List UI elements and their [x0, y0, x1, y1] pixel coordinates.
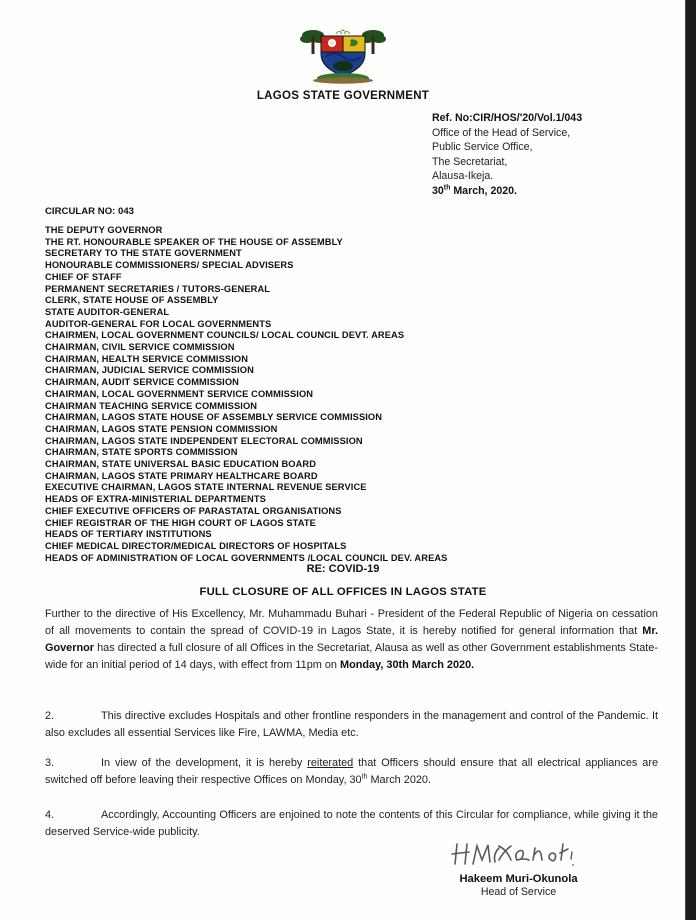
handwritten-signature-icon [449, 838, 589, 872]
addressee-line: CHAIRMAN, JUDICIAL SERVICE COMMISSION [45, 365, 254, 376]
ref-office-line: Public Service Office, [432, 141, 533, 154]
addressee-line: CHAIRMAN, LAGOS STATE HOUSE OF ASSEMBLY SERVICE COMMISSION [45, 412, 383, 423]
paragraph-4: 4. Accordingly, Accounting Officers are enjoined to note the contents of this Circular for compliance, while giving it the deserved Service-wide publicity. [45, 809, 658, 838]
subject-line-covid: RE: COVID-19 [306, 563, 380, 575]
ref-number: Ref. No:CIR/HOS/'20/Vol.1/043 [432, 112, 583, 124]
addressee-line: THE RT. HONOURABLE SPEAKER OF THE HOUSE OF ASSEMBLY [45, 236, 343, 247]
addressee-line: CHIEF REGISTRAR OF THE HIGH COURT OF LAGOS STATE [45, 517, 316, 528]
addressee-line: HEADS OF EXTRA-MINISTERIAL DEPARTMENTS [45, 494, 266, 505]
addressee-line: STATE AUDITOR-GENERAL [45, 306, 170, 317]
addressee-line: CHIEF MEDICAL DIRECTOR/MEDICAL DIRECTORS OF HOSPITALS [45, 540, 347, 551]
signature-block [421, 838, 616, 898]
addressee-line: HEADS OF TERTIARY INSTITUTIONS [45, 529, 212, 540]
circular-number: CIRCULAR NO: 043 [45, 206, 135, 217]
addressee-line: CHAIRMAN, LAGOS STATE INDEPENDENT ELECTORAL COMMISSION [45, 435, 363, 446]
addressee-line: CHAIRMAN, STATE SPORTS COMMISSION [45, 447, 238, 458]
addressee-line: AUDITOR-GENERAL FOR LOCAL GOVERNMENTS [45, 318, 272, 329]
addressee-line: HEADS OF ADMINISTRATION OF LOCAL GOVERNMENTS /LOCAL COUNCIL DEV. AREAS [45, 552, 448, 563]
addressee-line: CHIEF EXECUTIVE OFFICERS OF PARASTATAL ORGANISATIONS [45, 505, 342, 516]
paragraph-number: 4. [45, 809, 55, 821]
addressee-line: CHAIRMAN, STATE UNIVERSAL BASIC EDUCATION BOARD [45, 459, 317, 470]
addressee-line: THE DEPUTY GOVERNOR [45, 225, 163, 235]
addressee-line: CHAIRMAN TEACHING SERVICE COMMISSION [45, 400, 258, 411]
reference-block [432, 111, 672, 199]
addressee-line: CHAIRMAN, LAGOS STATE PRIMARY HEALTHCARE BOARD [45, 470, 318, 481]
subject-line-closure: FULL CLOSURE OF ALL OFFICES IN LAGOS STATE [199, 586, 487, 598]
addressee-line: SECRETARY TO THE STATE GOVERNMENT [45, 248, 242, 259]
paragraph-number: 2. [45, 710, 55, 722]
paragraph-1: Further to the directive of His Excellency, Mr. Muhammadu Buhari - President of the Federal Republic of Nigeria on cessation of all movements to contain the spread of COVID-19 in Lagos State, it is hereby notified for general information that Mr. Governor has directed a full closure of all Offices in the Secretariat, Alausa as well as other Government establishments State-wide for an initial period of 14 days, with effect from 11pm on Monday, 30th March 2020. [45, 608, 658, 671]
paragraph-2: 2. This directive excludes Hospitals and other frontline responders in the management and control of the Pandemic. It also excludes all essential Services like Fire, LAWMA, Media etc. [45, 710, 658, 739]
ref-office-line: The Secretariat, [432, 155, 508, 168]
addressee-line: HONOURABLE COMMISSIONERS/ SPECIAL ADVISERS [45, 260, 294, 271]
addressee-line: CHAIRMAN, LAGOS STATE PENSION COMMISSION [45, 423, 278, 434]
paragraph-3: 3. In view of the development, it is hereby reiterated that Officers should ensure that all electrical appliances are switched off before leaving their respective Offices on Monday, 30th March 2020. [45, 757, 659, 786]
addressee-line: CHAIRMAN, AUDIT SERVICE COMMISSION [45, 377, 239, 388]
addressee-line: PERMANENT SECRETARIES / TUTORS-GENERAL [45, 283, 271, 294]
logo-container [0, 26, 686, 84]
ref-office-line: Office of the Head of Service, [432, 126, 571, 139]
signatory-name: Hakeem Muri-Okunola [459, 873, 578, 885]
addressee-line: CHAIRMAN, HEALTH SERVICE COMMISSION [45, 353, 249, 364]
addressee-list [45, 225, 645, 564]
ref-office-line: Alausa-Ikeja. [432, 170, 494, 183]
lagos-coat-of-arms-icon [295, 26, 391, 84]
addressee-line: CHAIRMEN, LOCAL GOVERNMENT COUNCILS/ LOCAL COUNCIL DEVT. AREAS [45, 330, 405, 341]
signatory-title: Head of Service [480, 886, 557, 898]
addressee-line: CLERK, STATE HOUSE OF ASSEMBLY [45, 295, 219, 306]
page-title: LAGOS STATE GOVERNMENT [256, 90, 430, 102]
addressee-line: CHIEF OF STAFF [45, 271, 122, 282]
addressee-line: EXECUTIVE CHAIRMAN, LAGOS STATE INTERNAL REVENUE SERVICE [45, 482, 367, 493]
scan-edge-artifact [685, 0, 696, 920]
addressee-line: CHAIRMAN, CIVIL SERVICE COMMISSION [45, 342, 235, 353]
ref-date: 30th March, 2020. [432, 184, 517, 197]
paragraph-number: 3. [45, 757, 55, 769]
addressee-line: CHAIRMAN, LOCAL GOVERNMENT SERVICE COMMISSION [45, 388, 314, 399]
